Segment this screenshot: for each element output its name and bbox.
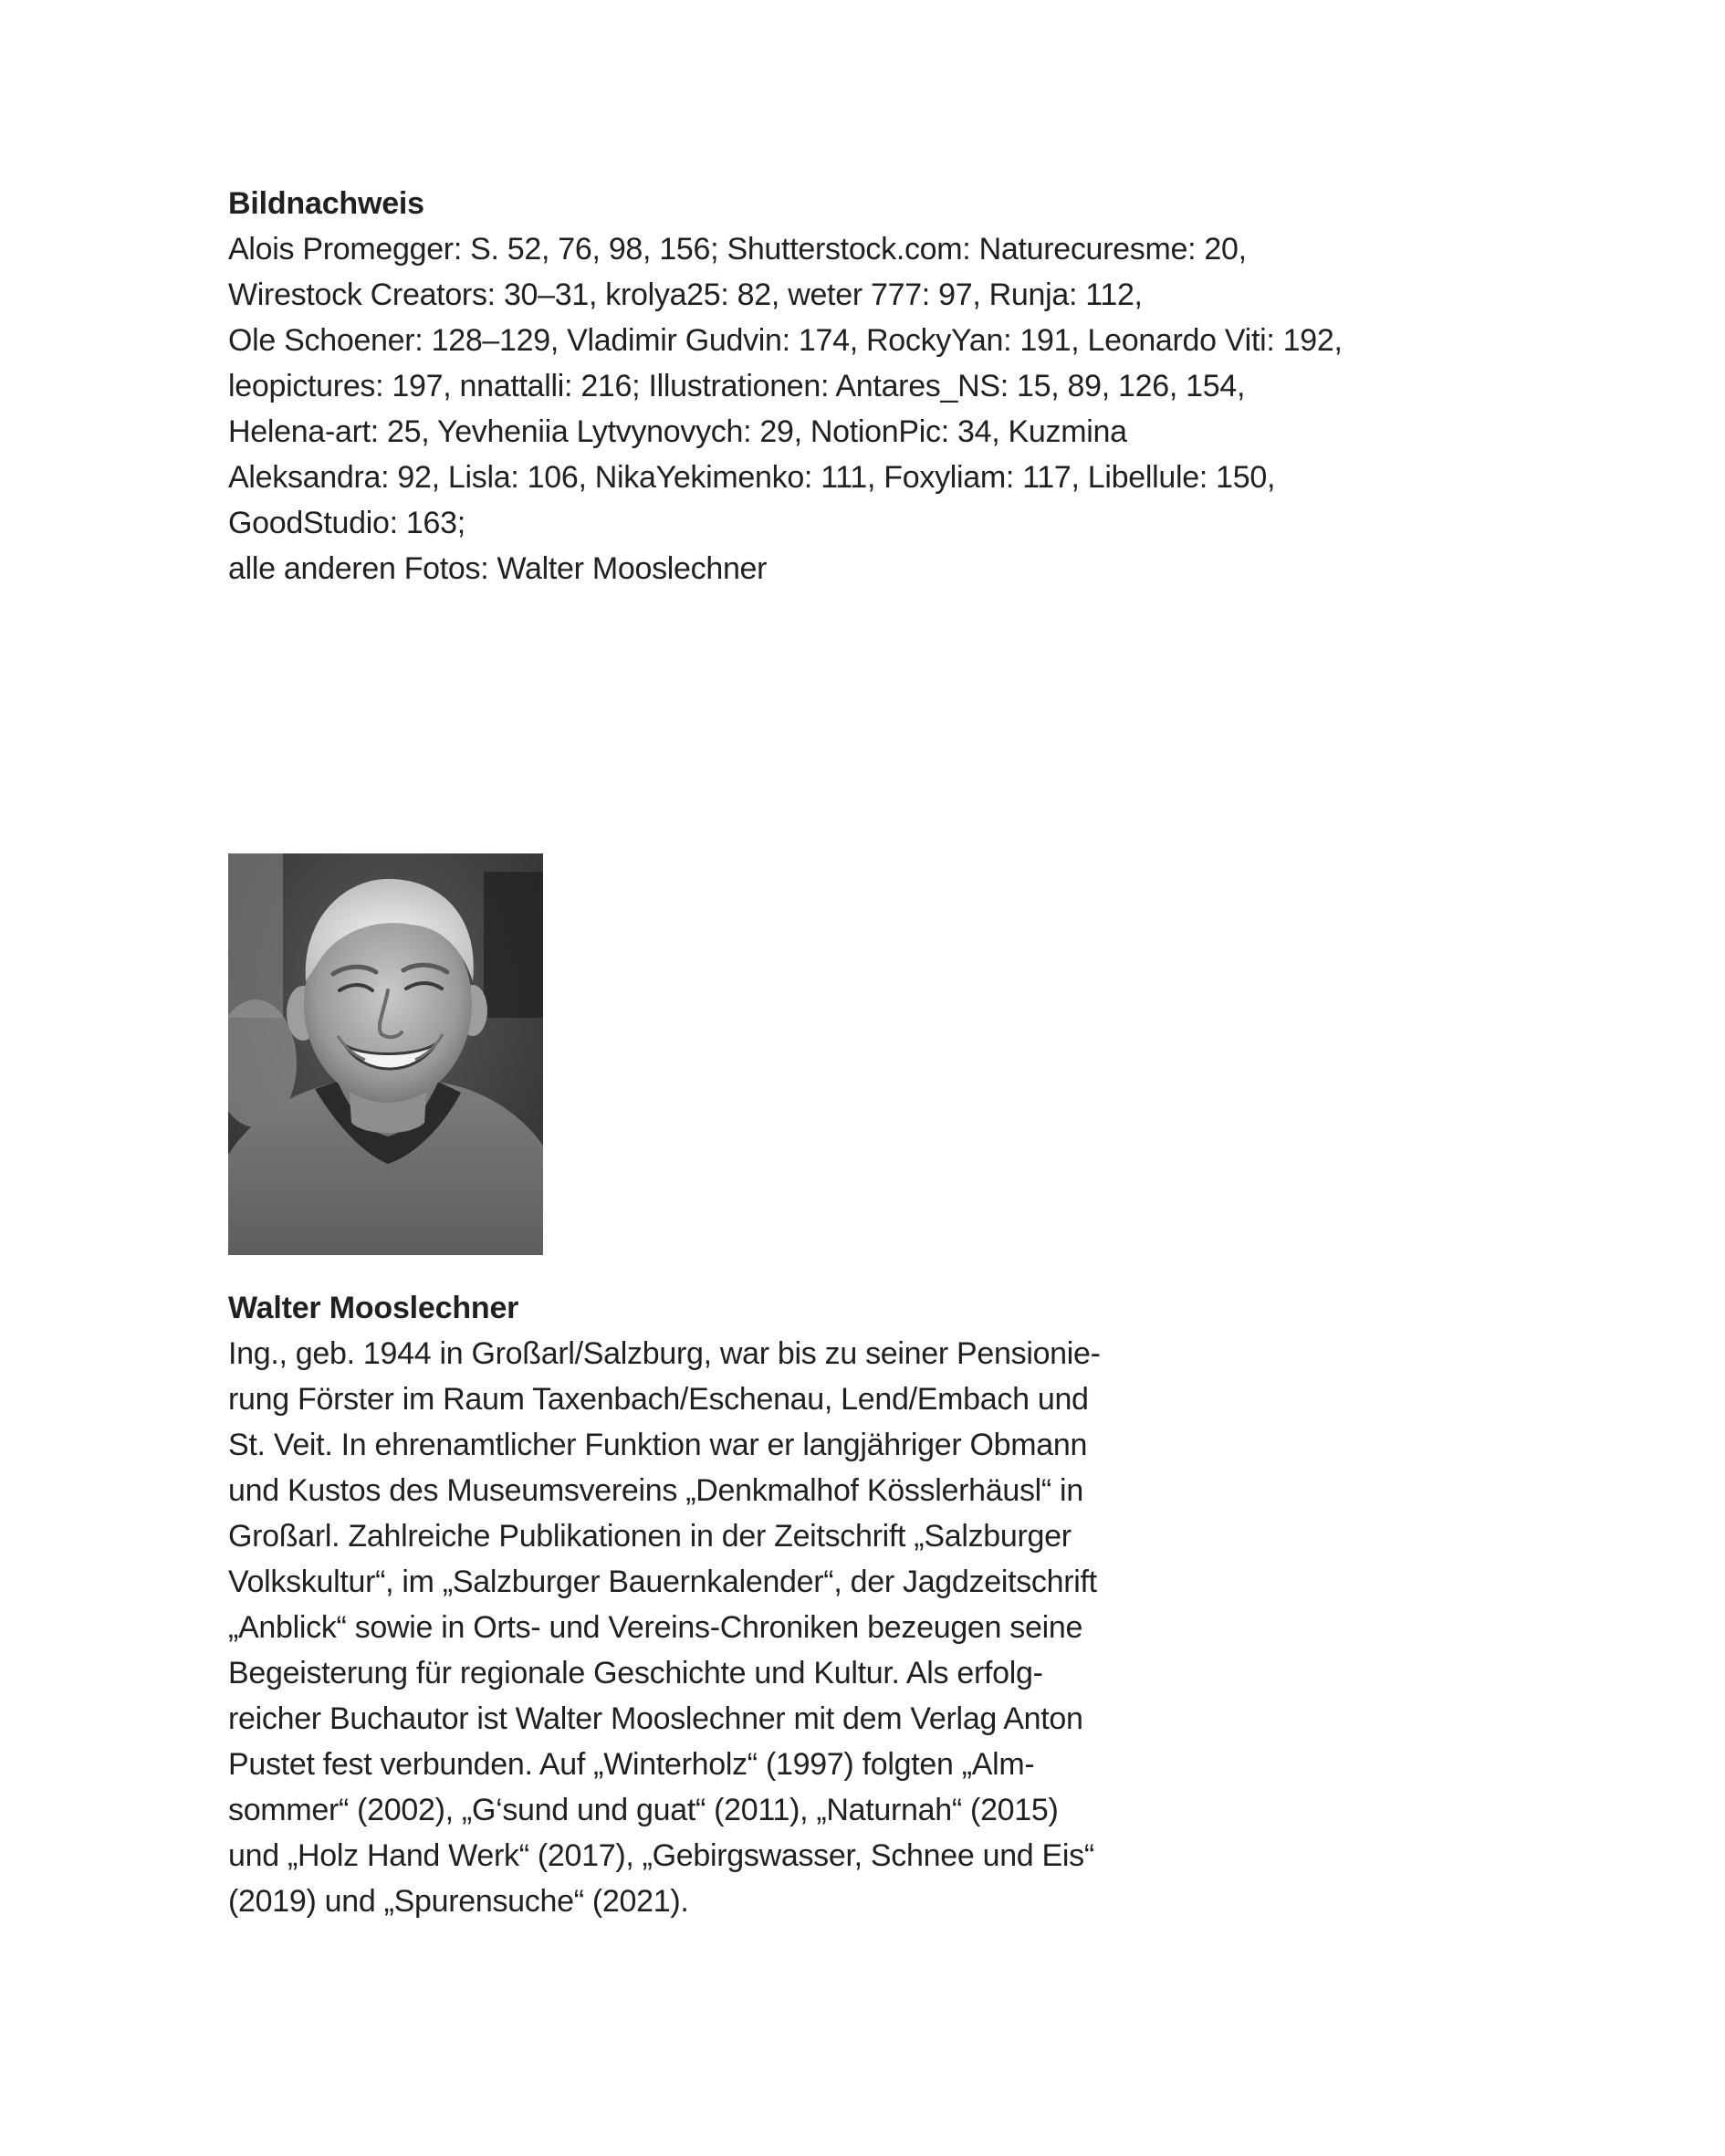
credits-line: Alois Promegger: S. 52, 76, 98, 156; Shutterstock.com: Naturecuresme: 20,: [228, 232, 1247, 267]
credits-text: [228, 226, 1343, 591]
author-bio: [228, 1331, 1187, 1924]
bio-line: Volkskultur“, im „Salzburger Bauernkalender“, der Jagdzeitschrift: [228, 1565, 1097, 1599]
author-portrait-illustration: [228, 853, 543, 1255]
bio-line: sommer“ (2002), „G‘sund und guat“ (2011), „Naturnah“ (2015): [228, 1793, 1059, 1827]
author-name: Walter Mooslechner: [228, 1291, 519, 1325]
credits-line: alle anderen Fotos: Walter Mooslechner: [228, 551, 768, 586]
bio-line: St. Veit. In ehrenamtlicher Funktion war er langjähriger Obmann: [228, 1428, 1088, 1462]
bio-line: und Kustos des Museumsvereins „Denkmalhof Kösslerhäusl“ in: [228, 1473, 1083, 1508]
credits-heading: Bildnachweis: [228, 186, 424, 221]
credits-line: leopictures: 197, nnattalli: 216; Illustrationen: Antares_NS: 15, 89, 126, 154,: [228, 369, 1246, 403]
credits-line: Ole Schoener: 128–129, Vladimir Gudvin: 174, RockyYan: 191, Leonardo Viti: 192,: [228, 323, 1343, 358]
credits-line: Wirestock Creators: 30–31, krolya25: 82, weter 777: 97, Runja: 112,: [228, 277, 1143, 312]
credits-line: Helena-art: 25, Yevheniia Lytvynovych: 29, NotionPic: 34, Kuzmina: [228, 414, 1127, 449]
bio-line: rung Förster im Raum Taxenbach/Eschenau, Lend/Embach und: [228, 1382, 1089, 1417]
credits-section: [228, 181, 1343, 591]
bio-line: (2019) und „Spurensuche“ (2021).: [228, 1884, 689, 1919]
bio-line: und „Holz Hand Werk“ (2017), „Gebirgswasser, Schnee und Eis“: [228, 1838, 1094, 1873]
bio-line: Großarl. Zahlreiche Publikationen in der Zeitschrift „Salzburger: [228, 1519, 1072, 1554]
bio-line: Pustet fest verbunden. Auf „Winterholz“ (1997) folgten „Alm-: [228, 1747, 1035, 1782]
author-section: [228, 1285, 1187, 1924]
bio-line: Ing., geb. 1944 in Großarl/Salzburg, war bis zu seiner Pensionie-: [228, 1336, 1101, 1371]
bio-line: reicher Buchautor ist Walter Mooslechner mit dem Verlag Anton: [228, 1701, 1083, 1736]
credits-line: GoodStudio: 163;: [228, 506, 465, 540]
credits-line: Aleksandra: 92, Lisla: 106, NikaYekimenko: 111, Foxyliam: 117, Libellule: 150,: [228, 460, 1276, 495]
bio-line: Begeisterung für regionale Geschichte und Kultur. Als erfolg-: [228, 1656, 1043, 1690]
bio-line: „Anblick“ sowie in Orts- und Vereins-Chroniken bezeugen seine: [228, 1610, 1083, 1645]
author-photo: [228, 853, 543, 1255]
